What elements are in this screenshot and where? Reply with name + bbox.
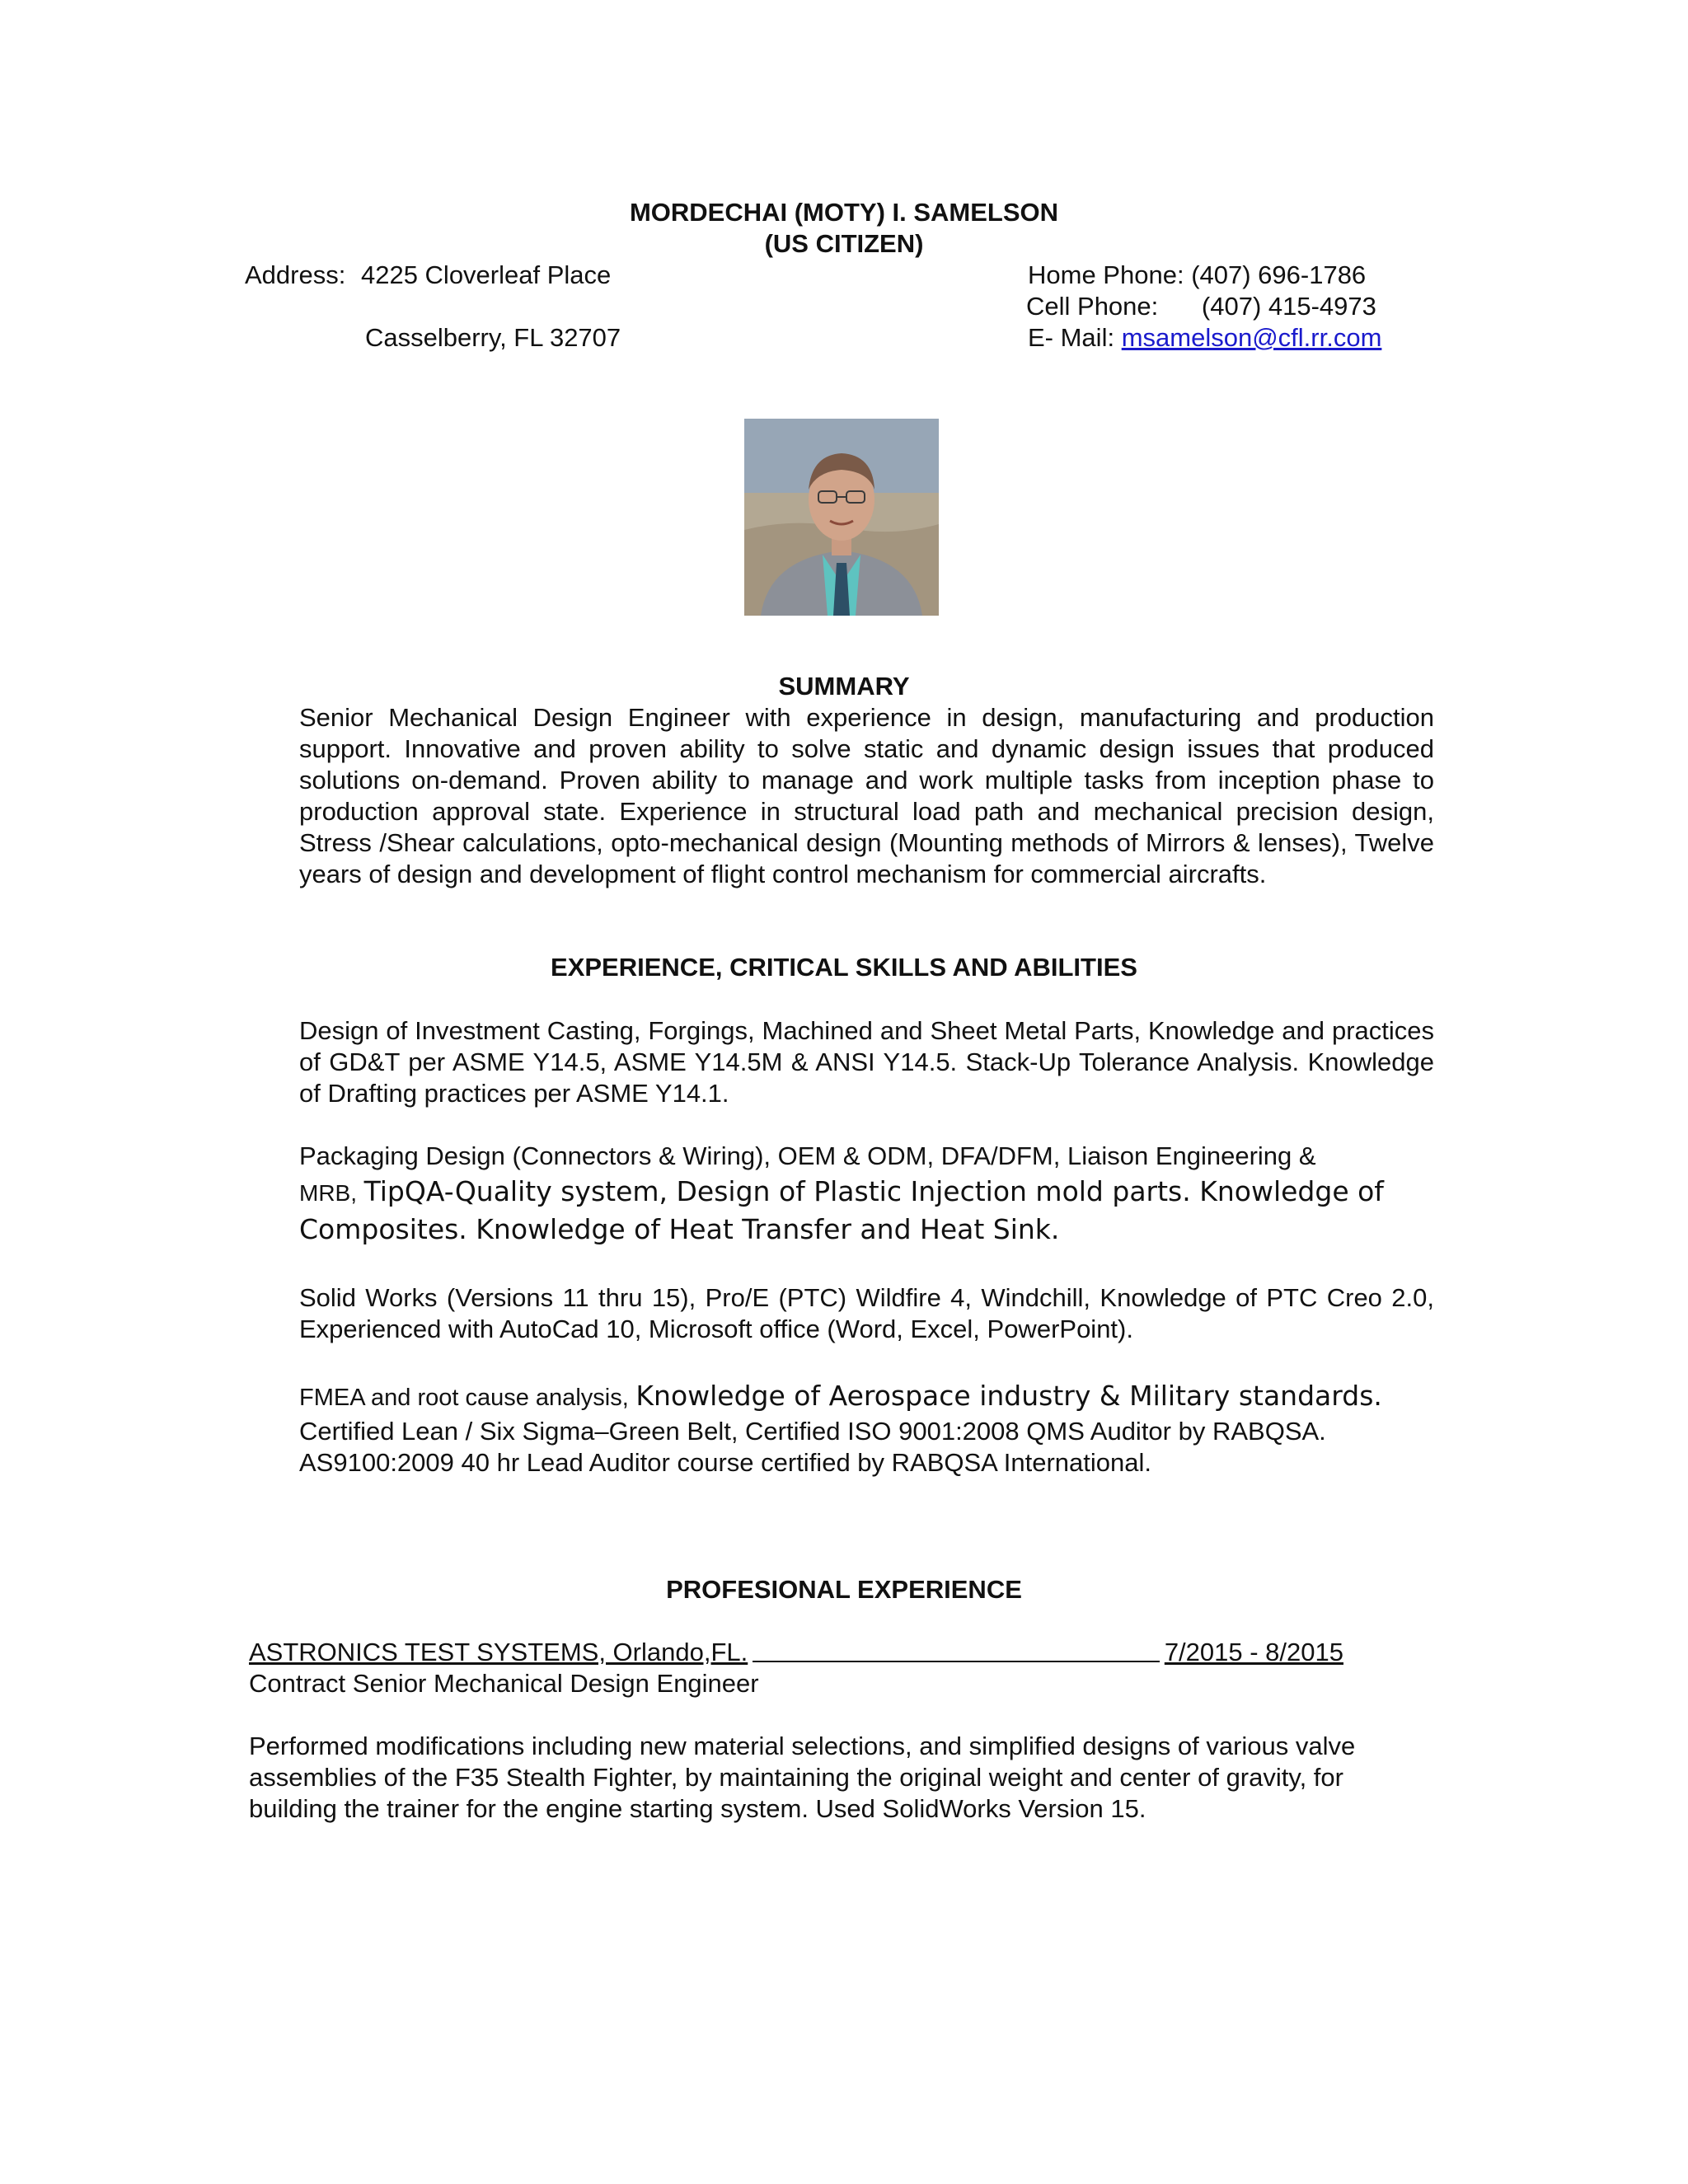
fmea-text: FMEA and root cause analysis, (299, 1385, 629, 1411)
job-company: ASTRONICS TEST SYSTEMS, Orlando,FL. (249, 1638, 748, 1666)
skills-paragraph-2-line-2 (299, 1174, 1434, 1212)
address-block (245, 260, 611, 291)
profile-photo (744, 419, 939, 616)
home-phone-label: Home Phone: (1028, 260, 1184, 289)
standards-text: Knowledge of Aerospace industry & Military standards. (635, 1380, 1382, 1412)
job-header-row (249, 1637, 1386, 1668)
person-portrait-icon (744, 419, 939, 616)
email-row (1028, 322, 1381, 354)
skills-paragraph-3: Solid Works (Versions 11 thru 15), Pro/E (PTC) Wildfire 4, Windchill, Knowledge of PTC Creo 2.0, Experienced with AutoCad 10, Microsoft office (Word, Excel, PowerPoint). (299, 1283, 1434, 1343)
home-phone-value: (407) 696-1786 (1191, 260, 1367, 289)
mrb-text: MRB, (299, 1180, 357, 1206)
skills-paragraph-1: Design of Investment Casting, Forgings, Machined and Sheet Metal Parts, Knowledge and practices of GD&T per ASME Y14.5, ASME Y14.5M & ANSI Y14.5. Stack-Up Tolerance Analysis. Knowledge of Drafting practices per ASME Y14.1. (299, 1016, 1434, 1108)
job-title: Contract Senior Mechanical Design Engineer (249, 1669, 759, 1698)
address-line1: 4225 Cloverleaf Place (360, 260, 612, 289)
address-line2: Casselberry, FL 32707 (365, 323, 621, 352)
job-header-rule (753, 1637, 1160, 1662)
experience-heading: PROFESIONAL EXPERIENCE (666, 1575, 1022, 1604)
skills-heading: EXPERIENCE, CRITICAL SKILLS AND ABILITIES (551, 953, 1137, 982)
email-link[interactable]: msamelson@cfl.rr.com (1121, 323, 1382, 352)
tipqa-text: TipQA-Quality system, Design of Plastic Injection mold parts. Knowledge of (363, 1175, 1384, 1207)
cell-phone-label: Cell Phone: (1026, 292, 1159, 321)
email-label: E- Mail: (1028, 323, 1115, 352)
cell-phone-value: (407) 415-4973 (1201, 292, 1376, 321)
skills-paragraph-2-line-3: Composites. Knowledge of Heat Transfer and Heat Sink. (299, 1213, 1060, 1245)
summary-heading: SUMMARY (778, 672, 910, 701)
home-phone (1028, 260, 1366, 291)
address-label: Address: (245, 260, 346, 289)
skills-paragraph-4-line-2: Certified Lean / Six Sigma–Green Belt, Certified ISO 9001:2008 QMS Auditor by RABQSA. (299, 1417, 1326, 1446)
candidate-name: MORDECHAI (MOTY) I. SAMELSON (629, 198, 1059, 227)
job-dates: 7/2015 - 8/2015 (1164, 1638, 1343, 1666)
cell-phone (1026, 291, 1376, 322)
skills-paragraph-4-line-3: AS9100:2009 40 hr Lead Auditor course certified by RABQSA International. (299, 1448, 1151, 1477)
job-description: Performed modifications including new material selections, and simplified designs of various valve assemblies of the F35 Stealth Fighter, by maintaining the original weight and center of gravity, for building the trainer for the engine starting system. Used SolidWorks Version 15. (249, 1732, 1356, 1823)
skills-paragraph-2-line-1: Packaging Design (Connectors & Wiring), OEM & ODM, DFA/DFM, Liaison Engineering & (299, 1141, 1316, 1170)
citizenship: (US CITIZEN) (764, 229, 924, 258)
summary-text: Senior Mechanical Design Engineer with experience in design, manufacturing and production support. Innovative and proven ability to solve static and dynamic design issues that produced solutions on-demand. Proven ability to manage and work multiple tasks from inception phase to production approval state. Experience in structural load path and mechanical precision design, Stress /Shear calculations, opto-mechanical design (Mounting methods of Mirrors & lenses), Twelve years of design and development of flight control mechanism for commercial aircrafts. (299, 703, 1434, 888)
skills-paragraph-4-line-1 (299, 1378, 1434, 1416)
